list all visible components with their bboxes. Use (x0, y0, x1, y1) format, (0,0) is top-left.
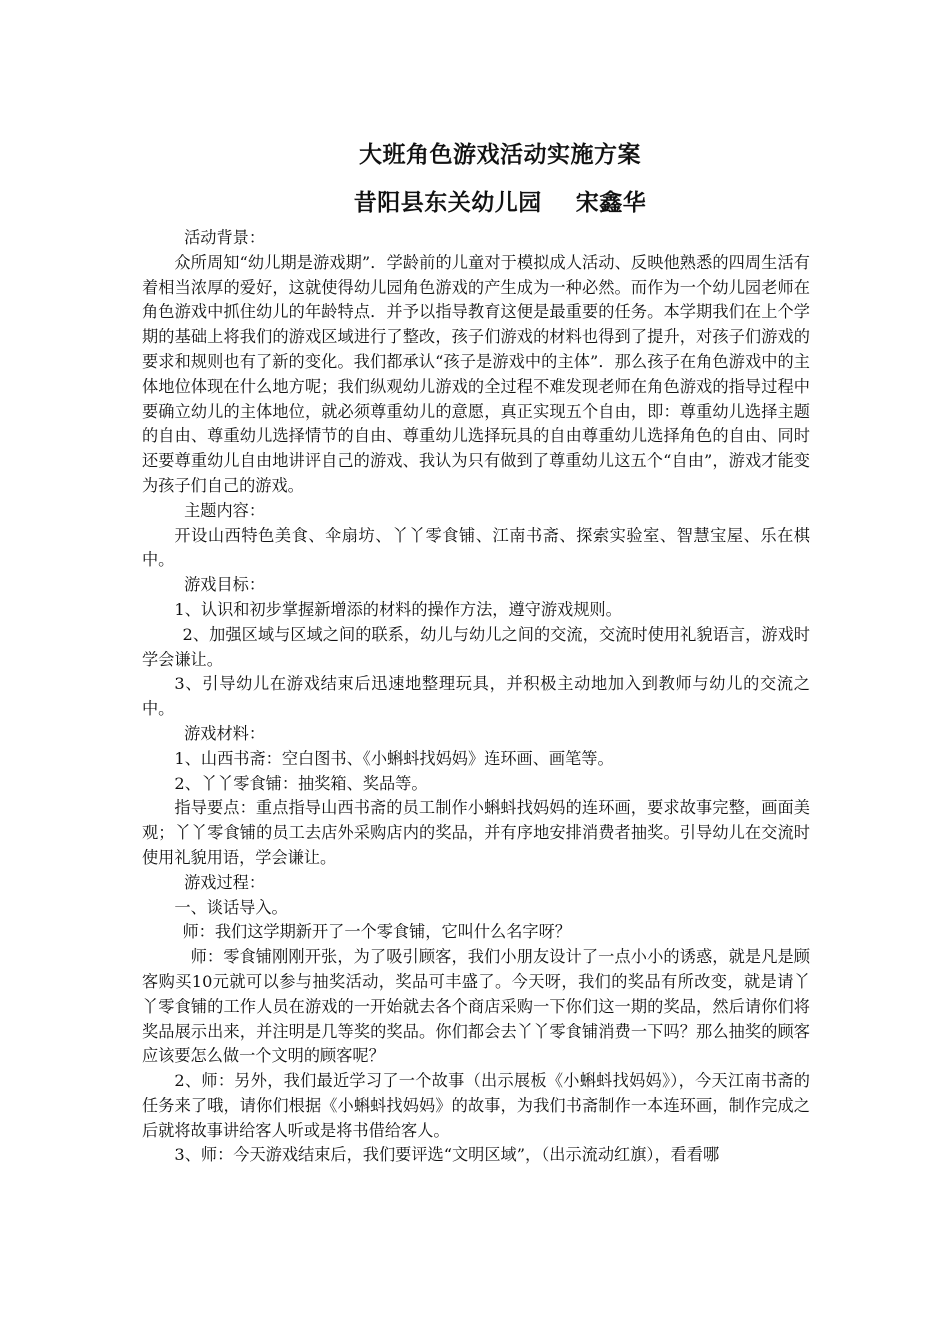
paragraph-theme: 开设山西特色美食、伞扇坊、丫丫零食铺、江南书斋、探索实验室、智慧宝屋、乐在棋中。 (142, 525, 810, 570)
document-body (142, 226, 810, 1168)
paragraph-goal-3: 3、引导幼儿在游戏结束后迅速地整理玩具，并积极主动地加入到教师与幼儿的交流之中。 (142, 674, 810, 719)
paragraph-heading-goals: 游戏目标： (184, 575, 266, 595)
paragraph-material-1: 1、山西书斋：空白图书、《小蝌蚪找妈妈》连环画、画笔等。 (174, 748, 614, 768)
document-title: 大班角色游戏活动实施方案 (359, 142, 641, 168)
paragraph-teacher-story: 2、师：另外，我们最近学习了一个故事（出示展板《小蝌蚪找妈妈》），今天江南书斋的任务来了哦，请你们根据《小蝌蚪找妈妈》的故事，为我们书斋制作一本连环画，制作完成之后就将故事讲给客人听或是将书借给客人。 (142, 1071, 810, 1140)
paragraph-teacher-explanation: 师：零食铺刚刚开张，为了吸引顾客，我们小朋友设计了一点小小的诱惑，就是凡是顾客购买10元就可以参与抽奖活动，奖品可丰盛了。今天呀，我们的奖品有所改变，就是请丫丫零食铺的工作人员在游戏的一开始就去各个商店采购一下你们这一期的奖品，然后请你们将奖品展示出来，并注明是几等奖的奖品。你们都会去丫丫零食铺消费一下吗？那么抽奖的顾客应该要怎么做一个文明的顾客呢？ (142, 947, 810, 1066)
paragraph-goal-1: 1、认识和初步掌握新增添的材料的操作方法，遵守游戏规则。 (174, 599, 622, 619)
paragraph-heading-background: 活动背景： (184, 228, 266, 247)
paragraph-material-2: 2、丫丫零食铺：抽奖箱、奖品等。 (174, 773, 428, 793)
paragraph-heading-theme: 主题内容： (184, 500, 266, 520)
paragraph-goal-2: 2、加强区域与区域之间的联系，幼儿与幼儿之间的交流，交流时使用礼貌语言，游戏时学会谦让。 (142, 624, 810, 669)
paragraph-teacher-question: 师：我们这学期新开了一个零食铺，它叫什么名字呀？ (182, 922, 571, 942)
document-subtitle: 昔阳县东关幼儿园 宋鑫华 (353, 190, 647, 216)
paragraph-guidance: 指导要点：重点指导山西书斋的员工制作小蝌蚪找妈妈的连环画，要求故事完整，画面美观；丫丫零食铺的员工去店外采购店内的奖品，并有序地安排消费者抽奖。引导幼儿在交流时使用礼貌用语，学会谦让。 (142, 798, 810, 867)
paragraph-process-intro: 一、谈话导入。 (174, 897, 288, 917)
paragraph-background: 众所周知“幼儿期是游戏期”．学龄前的儿童对于模拟成人活动、反映他熟悉的四周生活有着相当浓厚的爱好，这就使得幼儿园角色游戏的产生成为一种必然。而作为一个幼儿园老师在角色游戏中抓住幼儿的年龄特点．并予以指导教育这便是最重要的任务。本学期我们在上个学期的基础上将我们的游戏区域进行了整改，孩子们游戏的材料也得到了提升，对孩子们游戏的要求和规则也有了新的变化。我们都承认“孩子是游戏中的主体”．那么孩子在角色游戏中的主体地位体现在什么地方呢；我们纵观幼儿游戏的全过程不难发现老师在角色游戏的指导过程中要确立幼儿的主体地位，就必须尊重幼儿的意愿，真正实现五个自由，即：尊重幼儿选择主题的自由、尊重幼儿选择情节的自由、尊重幼儿选择玩具的自由尊重幼儿选择角色的自由、同时还要尊重幼儿自由地讲评自己的游戏、我认为只有做到了尊重幼儿这五个“自由”，游戏才能变为孩子们自己的游戏。 (142, 252, 810, 495)
paragraph-teacher-evaluation: 3、师：今天游戏结束后，我们要评选“文明区域”，（出示流动红旗），看看哪 (174, 1145, 720, 1165)
paragraph-heading-materials: 游戏材料： (184, 723, 266, 743)
paragraph-heading-process: 游戏过程： (184, 872, 266, 892)
